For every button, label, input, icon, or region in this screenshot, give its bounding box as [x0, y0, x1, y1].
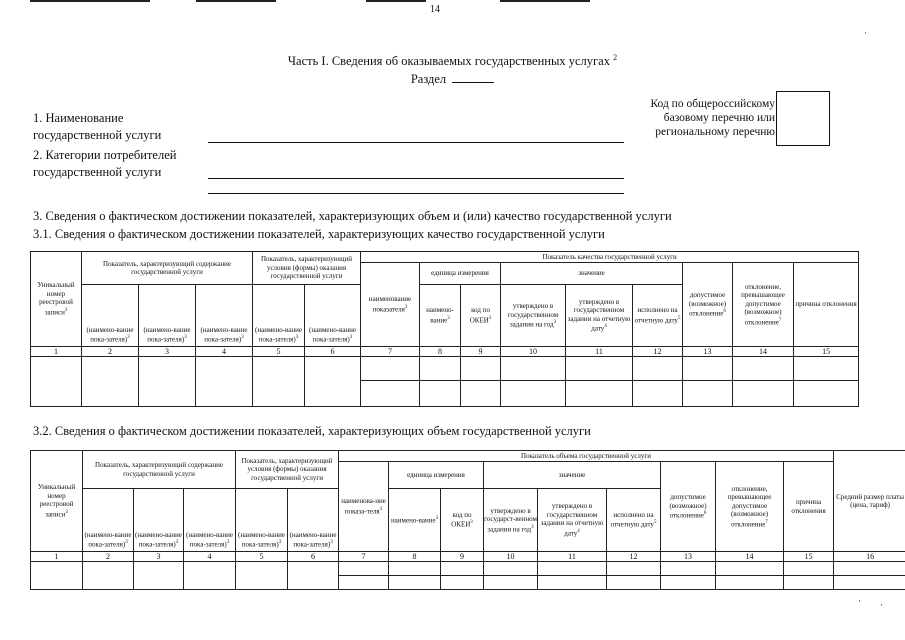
- deviation-reason-header: причина отклонения: [784, 462, 834, 552]
- header-text: утверждено в государст-венном задании на год: [484, 506, 537, 533]
- cell[interactable]: [389, 576, 441, 590]
- indicator-name-header: [339, 462, 389, 552]
- registry-code-box[interactable]: [776, 91, 830, 146]
- cell[interactable]: [661, 562, 716, 576]
- cell[interactable]: [305, 357, 361, 407]
- cell[interactable]: [441, 562, 484, 576]
- column-number: 2: [82, 347, 139, 357]
- allowed-deviation-header: [683, 263, 733, 347]
- cell[interactable]: [484, 562, 538, 576]
- content-indicator-header: Показатель, характеризующий содержание государственной услуги: [82, 252, 253, 285]
- cell[interactable]: [184, 562, 236, 590]
- sub-indicator-header: [236, 489, 288, 552]
- header-text: код по ОКЕИ: [451, 510, 472, 529]
- consumer-category-line: 2. Категории потребителей: [33, 148, 177, 162]
- approved-year-header: [501, 285, 566, 347]
- section-field: [0, 70, 905, 87]
- scan-speck: ·: [858, 596, 861, 606]
- header-text: Уникальный номер реестровой записи: [37, 483, 76, 519]
- section-3-2-heading: 3.2. Сведения о фактическом достижении показателей, характеризующих объем государственной услуги: [33, 424, 591, 438]
- column-number: 15: [794, 347, 859, 357]
- unique-number-header: [31, 451, 83, 552]
- cell[interactable]: [607, 576, 661, 590]
- column-number: 4: [184, 552, 236, 562]
- column-number: 11: [538, 552, 607, 562]
- column-number: 4: [196, 347, 253, 357]
- column-number: 12: [607, 552, 661, 562]
- header-text: (наимено-вание пока-зателя): [238, 530, 285, 549]
- column-number: 9: [461, 347, 501, 357]
- header-text: (наимено-вание пока-зателя): [200, 325, 248, 344]
- column-number: 13: [683, 347, 733, 357]
- allowed-deviation-header: [661, 462, 716, 552]
- cell[interactable]: [566, 381, 633, 407]
- column-number: 14: [733, 347, 794, 357]
- cell[interactable]: [633, 381, 683, 407]
- header-text: (наимено-вание пока-зателя): [143, 325, 191, 344]
- registry-code-label: [650, 97, 775, 139]
- header-text: наименование показателя: [368, 295, 412, 314]
- cell[interactable]: [834, 576, 905, 590]
- cell[interactable]: [361, 357, 420, 381]
- executed-header: [633, 285, 683, 347]
- cell[interactable]: [633, 357, 683, 381]
- header-text: допустимое (возможное) отклонение: [688, 291, 727, 318]
- content-indicator-header: Показатель, характеризующий содержание государственной услуги: [83, 451, 236, 489]
- cell[interactable]: [794, 381, 859, 407]
- cell[interactable]: [834, 562, 905, 576]
- column-numbers-row: [31, 552, 905, 562]
- cell[interactable]: [716, 562, 784, 576]
- cell[interactable]: [134, 562, 184, 590]
- footnote-mark: 6: [703, 511, 707, 517]
- consumer-category-line: государственной услуги: [33, 165, 162, 179]
- cell[interactable]: [683, 381, 733, 407]
- sub-indicator-header: [196, 285, 253, 347]
- column-number: 9: [441, 552, 484, 562]
- cell[interactable]: [420, 357, 461, 381]
- column-number: 2: [83, 552, 134, 562]
- cell[interactable]: [82, 357, 139, 407]
- column-number: 14: [716, 552, 784, 562]
- table-row: [31, 562, 905, 576]
- cell[interactable]: [733, 357, 794, 381]
- column-number: 8: [420, 347, 461, 357]
- header-text: допустимое (возможное) отклонение: [669, 493, 707, 520]
- sub-indicator-header: [253, 285, 305, 347]
- column-number: 13: [661, 552, 716, 562]
- consumer-category-field-2[interactable]: [208, 193, 624, 194]
- cell[interactable]: [361, 381, 420, 407]
- footnote-mark: 3: [379, 506, 383, 512]
- footnote-mark: 3: [127, 335, 130, 341]
- cell[interactable]: [661, 576, 716, 590]
- column-number: 3: [134, 552, 184, 562]
- section-label: Раздел: [410, 72, 447, 86]
- conditions-indicator-header: Показатель, характеризующий условия (формы) оказания государственной услуги: [236, 451, 339, 489]
- cell[interactable]: [607, 562, 661, 576]
- exceeding-deviation-header: [716, 462, 784, 552]
- footnote-mark: 3: [447, 315, 450, 321]
- top-rule: [500, 0, 590, 2]
- header-text: Уникальный номер реестровой записи: [37, 281, 75, 317]
- column-number: 10: [501, 347, 566, 357]
- cell[interactable]: [288, 562, 339, 590]
- column-number: 7: [339, 552, 389, 562]
- part-title: [0, 53, 905, 69]
- header-text: (наимено-вание пока-зателя): [255, 325, 302, 344]
- footnote-mark: 3: [553, 320, 557, 326]
- cell[interactable]: [31, 562, 83, 590]
- exceeding-deviation-header: [733, 263, 794, 347]
- cell[interactable]: [236, 562, 288, 590]
- footnote-mark: 2: [613, 53, 618, 62]
- code-line: региональному перечню: [655, 126, 775, 138]
- footnote-mark: 3: [226, 540, 230, 546]
- unit-name-header: [420, 285, 461, 347]
- footnote-mark: 3: [488, 315, 492, 321]
- consumer-category-label: [33, 147, 176, 181]
- approved-date-header: [566, 285, 633, 347]
- footnote-mark: 3: [65, 509, 68, 515]
- section-number-blank[interactable]: [452, 70, 494, 83]
- scan-speck: ·: [864, 28, 867, 38]
- column-number: 1: [31, 347, 82, 357]
- footnote-mark: 3: [241, 335, 244, 341]
- sub-indicator-header: [184, 489, 236, 552]
- volume-indicator-header: Показатель объема государственной услуги: [339, 451, 834, 462]
- section-3-heading: 3. Сведения о фактическом достижении показателей, характеризующих объем и (или) качество государственной услуги: [33, 209, 672, 223]
- footnote-mark: 3: [278, 540, 282, 546]
- cell[interactable]: [538, 562, 607, 576]
- footnote-mark: 5: [653, 520, 657, 526]
- header-text: (наимено-вание пока-зателя): [289, 530, 337, 549]
- column-number: 5: [236, 552, 288, 562]
- footnote-mark: 7: [765, 519, 768, 525]
- header-text: отклонение, превышающее допустимое (возможное) отклонение: [741, 282, 785, 326]
- column-number: 6: [305, 347, 361, 357]
- cell[interactable]: [31, 357, 82, 407]
- footnote-mark: 3: [470, 520, 473, 526]
- top-rule: [30, 0, 150, 2]
- header-text: утверждено в государственном задании на отчетную дату: [540, 502, 604, 538]
- service-name-field[interactable]: [208, 142, 624, 143]
- sub-indicator-header: [82, 285, 139, 347]
- column-number: 6: [288, 552, 339, 562]
- table-row: [31, 357, 859, 381]
- header-text: утверждено в государственном задании на год: [507, 302, 559, 329]
- cell[interactable]: [461, 381, 501, 407]
- column-number: 16: [834, 552, 905, 562]
- header-text: (наимено-вание пока-зателя): [309, 325, 356, 344]
- cell[interactable]: [784, 562, 834, 576]
- okei-code-header: [441, 489, 484, 552]
- footnote-mark: 3: [349, 335, 353, 341]
- column-number: 15: [784, 552, 834, 562]
- header-text: наимено-вание: [390, 516, 436, 525]
- header-text: наимено-вание: [426, 306, 454, 325]
- cell[interactable]: [461, 357, 501, 381]
- footnote-mark: 7: [778, 317, 782, 323]
- cell[interactable]: [389, 562, 441, 576]
- header-text: отклонение, превышающее допустимое (возможное) отклонение: [727, 484, 772, 528]
- unique-number-header: [31, 252, 82, 347]
- cell[interactable]: [339, 576, 389, 590]
- approved-date-header: [538, 489, 607, 552]
- sub-indicator-header: [288, 489, 339, 552]
- top-rule: [196, 0, 276, 2]
- cell[interactable]: [339, 562, 389, 576]
- header-text: код по ОКЕИ: [469, 306, 490, 325]
- volume-indicators-table: [30, 450, 905, 590]
- footnote-mark: 3: [531, 524, 534, 530]
- footnote-mark: 6: [723, 309, 726, 315]
- sub-indicator-header: [139, 285, 196, 347]
- footnote-mark: 3: [184, 335, 187, 341]
- code-line: Код по общероссийскому: [650, 98, 775, 110]
- deviation-reason-header: причина отклонения: [794, 263, 859, 347]
- cell[interactable]: [83, 562, 134, 590]
- cell[interactable]: [733, 381, 794, 407]
- cell[interactable]: [253, 357, 305, 407]
- quality-indicator-header: Показатель качества государственной услуги: [361, 252, 859, 263]
- column-number: 7: [361, 347, 420, 357]
- service-name-line: 1. Наименование: [33, 111, 124, 125]
- footnote-mark: 4: [577, 528, 580, 534]
- column-number: 3: [139, 347, 196, 357]
- top-rule: [366, 0, 426, 2]
- unit-name-header: [389, 489, 441, 552]
- cell[interactable]: [683, 357, 733, 381]
- footnote-mark: 3: [175, 540, 179, 546]
- cell[interactable]: [716, 576, 784, 590]
- sub-indicator-header: [305, 285, 361, 347]
- cell[interactable]: [784, 576, 834, 590]
- scan-speck: ·: [880, 600, 883, 610]
- conditions-indicator-header: Показатель, характеризующий условия (формы) оказания государственной услуги: [253, 252, 361, 285]
- okei-code-header: [461, 285, 501, 347]
- header-text: исполнено на отчетную дату: [634, 306, 678, 325]
- value-header: значение: [501, 263, 683, 285]
- cell[interactable]: [484, 576, 538, 590]
- column-numbers-row: [31, 347, 859, 357]
- header-text: утверждено в государственном задании на отчетную дату: [567, 297, 631, 333]
- cell[interactable]: [139, 357, 196, 407]
- footnote-mark: 3: [404, 304, 408, 310]
- indicator-name-header: [361, 263, 420, 347]
- column-number: 12: [633, 347, 683, 357]
- page-number: 14: [430, 4, 440, 15]
- unit-header: единица измерения: [420, 263, 501, 285]
- column-number: 5: [253, 347, 305, 357]
- cell[interactable]: [420, 381, 461, 407]
- footnote-mark: 3: [64, 307, 68, 313]
- cell[interactable]: [441, 576, 484, 590]
- part-title-text: Часть I. Сведения об оказываемых государственных услугах: [287, 54, 610, 69]
- code-line: базовому перечню или: [663, 112, 775, 124]
- cell[interactable]: [196, 357, 253, 407]
- column-number: 11: [566, 347, 633, 357]
- cell[interactable]: [538, 576, 607, 590]
- header-text: (наимено-вание пока-зателя): [86, 325, 134, 344]
- footnote-mark: 3: [435, 516, 439, 522]
- cell[interactable]: [794, 357, 859, 381]
- header-text: (наимено-вание пока-зателя): [135, 530, 182, 549]
- column-number: 8: [389, 552, 441, 562]
- header-text: (наимено-вание пока-зателя): [84, 530, 132, 549]
- header-text: наименова-ние показа-теля: [341, 497, 386, 516]
- unit-header: единица измерения: [389, 462, 484, 489]
- cell[interactable]: [501, 381, 566, 407]
- consumer-category-field[interactable]: [208, 178, 624, 179]
- executed-header: [607, 489, 661, 552]
- header-text: исполнено на отчетную дату: [610, 510, 654, 529]
- column-number: 10: [484, 552, 538, 562]
- sub-indicator-header: [83, 489, 134, 552]
- header-text: (наимено-вание пока-зателя): [186, 530, 233, 549]
- cell[interactable]: [501, 357, 566, 381]
- quality-indicators-table: [30, 251, 859, 407]
- value-header: значение: [484, 462, 661, 489]
- column-number: 1: [31, 552, 83, 562]
- service-name-label: [33, 110, 161, 144]
- sub-indicator-header: [134, 489, 184, 552]
- footnote-mark: 3: [125, 540, 128, 546]
- footnote-mark: 5: [677, 315, 681, 321]
- section-3-1-heading: 3.1. Сведения о фактическом достижении показателей, характеризующих качество государственной услуги: [33, 227, 605, 241]
- average-fee-header: Средний размер платы (цена, тариф): [834, 451, 905, 552]
- footnote-mark: 3: [295, 335, 299, 341]
- footnote-mark: 3: [330, 540, 333, 546]
- approved-year-header: [484, 489, 538, 552]
- footnote-mark: 4: [604, 324, 607, 330]
- cell[interactable]: [566, 357, 633, 381]
- service-name-line: государственной услуги: [33, 128, 162, 142]
